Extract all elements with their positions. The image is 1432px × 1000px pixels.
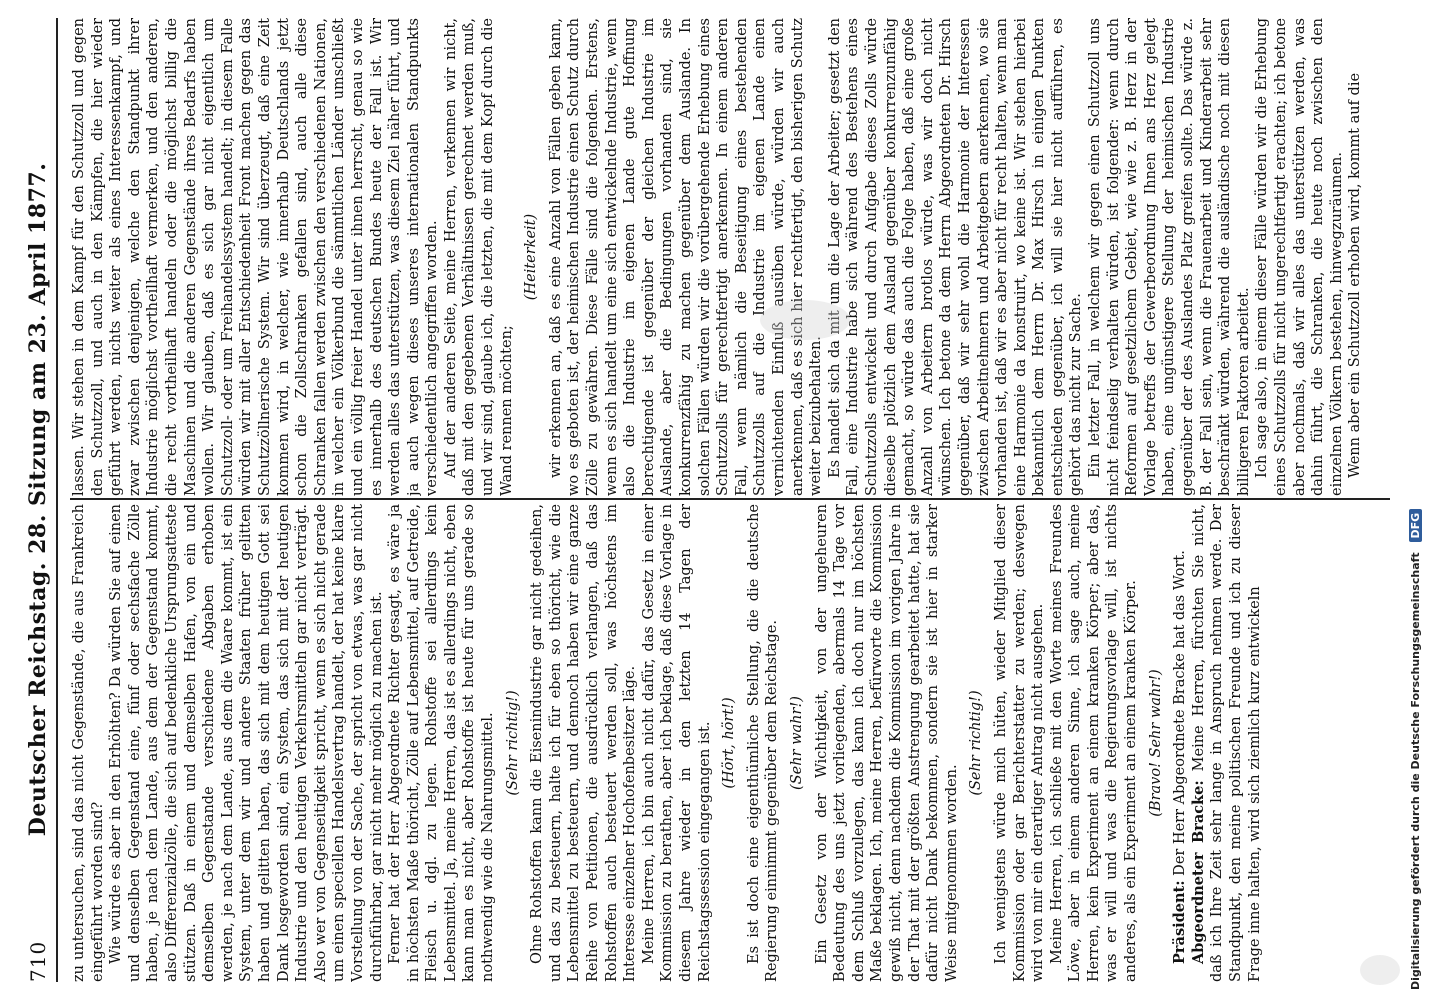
audience-reaction [522,18,541,496]
paragraph-text: Ein Gesetz von der Wichtigkeit, von der ungeheuren Bedeutung des uns jetzt vorliegenden, abermals 14 Tage vor dem Schluß vorzulegen, das kann ich doch nur im höchsten Maße beklagen. Ich, meine Herren, befürworte die Kommission gewiß nicht, denn nachdem die Kommission im vorigen Jahre in der That mit der größten Anstrengung gearbeitet hatte, hat sie dafür nicht Dank bekommen, sondern sie ist hier in starker Weise mitgenommen worden. [813,504,960,982]
paragraph [745,504,782,982]
paragraph-text: Meine Herren, fürchten Sie nicht, daß ich Ihre Zeit sehr lange in Anspruch nehmen werde. Der Standpunkt, den meine politischen Freunde und ich zu dieser Frage inne halten, wird sich ziemlich kurz entwickeln [1190,504,1263,982]
paragraph [1086,18,1253,496]
paragraph-text: Ich wenigstens würde mich hüten, wieder Mitglied dieser Kommission oder gar Berichterstatter zu werden; deswegen wird von mir ein derartiger Antrag nicht ausgehen. [992,504,1047,982]
paragraph [70,18,442,496]
speaker-name: Abgeordneter Bracke: [1189,780,1207,964]
paragraph-text: Wenn aber ein Schutzzoll erhoben wird, kommt auf die [1347,72,1364,478]
paragraph [70,504,107,982]
paragraph-text: Ein letzter Fall, in welchem wir gegen einen Schutzzoll uns nicht feindselig verhalten würden, ist folgender: wenn durch Reformen auf gesetzlichem Gebiet, wie wie z. B. Herz in der Vorlage betreffs der Gewerbeordnung Ihnen ans Herz gelegt haben, eine ungünstigere Stellung der heimischen Industrie gegenüber der des Auslandes Platz greifen sollte. Das würde z. B. der Fall sein, wenn die Frauenarbeit und Kinderarbeit sehr beschränkt würden, während die ausländische noch mit diesen billigeren Faktoren arbeitet. [1087,18,1252,496]
paragraph [528,504,640,982]
paragraph-text: Ich sage also, in einem dieser Fälle würden wir die Erhebung eines Schutzzolls für nicht ungerechtfertigt erachten; ich betone aber nochmals, daß wir alles das unterstützen werden, was dahin führt, die Schranken, die heute noch zwischen den einzelnen Völkern bestehen, hinwegzuräumen. [1254,18,1345,496]
right-column [70,18,1390,496]
speaker-name: Präsident: [1171,880,1189,964]
column-divider [70,498,1390,500]
paragraph [640,504,714,982]
paragraph [813,504,962,982]
running-title: Deutscher Reichstag. 28. Sitzung am 23. April 1877. [25,162,51,837]
paragraph [442,18,516,496]
paragraph [992,504,1048,982]
paragraph-text: Ohne Rohstoffen kann die Eisenindustrie gar nicht gedeihen, und das zu besteuern, halte ich für eben so thöricht, wie die Lebensmittel zu besteuern, und dennoch haben wir eine ganze Reihe von Petitionen, die ausdrücklich verlangen, daß das Rohstoffen auch besteuert werden soll, was höchstens im Interesse einzelner Hochofenbesitzer läge. [529,504,639,982]
paragraph-text: Ferner hat der Herr Abgeordnete Richter gesagt, es wäre ja in höchsten Maße thöricht, Zölle auf Lebensmittel, auf Getreide, Fleisch u. dgl. zu legen. Rohstoffe sei allerdings kein Lebensmittel. Ja, meine Herren, das ist es allerdings nicht, eben kann man es nicht, aber Rohstoffe ist heute für uns gerade so nothwendig wie die Nahrungsmittel. [387,504,497,982]
page-body [70,18,1390,982]
paragraph-text: (Sehr richtig!) [504,690,521,796]
speech-paragraph [1171,504,1190,982]
paragraph [386,504,498,982]
paragraph-text: Meine Herren, ich schließe mit den Worte meines Freundes Löwe, aber in einem anderen Sinne, ich sage auch, meine Herren, kein Experiment an einem kranken Körper; aber das, was er will und was die Regierungsvorlage will, ist nichts anderes, als ein Experiment an einem kranken Körper. [1048,504,1140,982]
paragraph-text: (Heiterkeit) [523,213,540,301]
speech-paragraph [1190,504,1264,982]
paragraph [826,18,1086,496]
paragraph-text: zu untersuchen, sind das nicht Gegenstände, die aus Frankreich eingeführt worden sind? [71,504,106,982]
audience-reaction [504,504,523,982]
dfg-logo: DFG [1409,509,1422,543]
dfg-sidebar [1402,0,1432,1000]
paragraph-text: Es handelt sich da mit um die Lage der Arbeiter; gesetzt den Fall, eine Industrie habe sich während des Bestehens eines Schutzzolls entwickelt und durch Aufgabe dieses Zolls würde dieselbe plötzlich dem Ausland gegenüber konkurrenzunfähig gemacht, so würde das auch die Folge haben, daß eine große Anzahl von Arbeitern brotlos würde, was wir doch nicht wünschen. Ich betone da dem Herrn Abgeordneten Dr. Hirsch gegenüber, daß wir sehr wohl die Harmonie der Interessen zwischen Arbeitnehmern und Arbeitgebern anerkennen, wo sie vorhanden ist, daß wir es aber nicht für recht halten, wenn man eine Harmonie da konstruirt, wo keine ist. Wir stehen hierbei bekanntlich dem Herrn Dr. Max Hirsch in einigen Punkten entschieden gegenüber, ich will sie hier nicht aufführen, es gehört das nicht zur Sache. [826,18,1085,496]
paragraph-text: (Bravo! Sehr wahr!) [1147,669,1164,817]
paragraph-text: Auf der anderen Seite, meine Herren, verkennen wir nicht, daß mit den gegebenen Verhältnissen gerechnet werden muß, und wir sind, glaube ich, die letzten, die mit dem Kopf durch die Wand rennen möchten; [442,18,515,496]
paragraph-text: (Hört, hört!) [721,697,738,789]
paragraph-text: Wie würde es aber in den Erhöhten? Da würden Sie auf einen und denselben Gegenstand eine, fünf oder sechsfache Zölle haben, je nach dem Lande, aus dem der Gegenstand kommt, also Differenzialzölle, die sich auf bedenkliche Ursprungsatteste stützen. Daß in einem und demselben Hafen, von ein und demselben Gegenstande verschiedene Abgaben erhoben werden, je nach dem Lande, aus dem die Waare kommt, ist ein System, unter dem wir und andere Staaten früher gelitten haben und gelitten haben, das sich mit dem heutigen Gott sei Dank losgeworden sind, ein System, das sich mit der heutigen Industrie und den heutigen Verkehrsmitteln gar nicht verträgt. Also wer von Gegenseitigkeit spricht, wenn es sich nicht gerade um einen speciellen Handelsvertrag handelt, der hat keine klare Vorstellung von der Sache, der spricht von etwas, was gar nicht durchführbar, gar nicht mehr möglich zu machen ist. [108,504,385,982]
scan-smudge [1360,955,1400,985]
digitization-note: Digitalisierung gefördert durch die Deutsche Forschungsgemeinschaft [1409,552,1422,990]
paragraph-text: lassen. Wir stehen in dem Kampf für den Schutzzoll und gegen den Schutzzoll, und auch in den Kämpfen, die hier wieder geführt werden, nichts weiter als eines Interessenkampf, und zwar zwischen denjenigen, welche den Standpunkt ihrer Industrie möglichst vortheilhaft vermerken, und den anderen, die recht vortheilhaft handeln oder die möglichst billig die Maschinen und die anderen Gegenstände ihres Bedarfs haben wollen. Wir glauben, daß es sich gar nicht eigentlich um Schutzzoll- oder um Freihandelssystem handelt; in diesem Falle würden wir mit aller Entschiedenheit Front machen gegen das Schutzzöllnerische System. Wir sind überzeugt, daß eine Zeit kommen wird, in welcher, wie innerhalb Deutschlands jetzt schon die Zollschranken gefallen sind, auch alle diese Schranken fallen werden zwischen den verschiedenen Nationen, in welcher ein Völkerbund die sämmtlichen Länder umschließt und ein völlig freier Handel unter ihnen herrscht, genau so wie es innerhalb des deutschen Bundes heute der Fall ist. Wir werden alles das unterstützen, was diesem Ziel näher führt, und ja auch wegen dieses unseres internationalen Standpunkts verschiedentlich angegriffen worden. [71,18,441,496]
paragraph-text: Meine Herren, ich bin auch nicht dafür, das Gesetz in einer Kommission zu berathen, aber ich beklage, daß diese Vorlage in diesem Jahre wieder in den letzten 14 Tagen der Reichstagssession eingegangen ist. [640,504,713,982]
paragraph-text: wir erkennen an, daß es eine Anzahl von Fällen geben kann, wo es geboten ist, der heimischen Industrie einen Schutz durch Zölle zu gewähren. Diese Fälle sind die folgenden. Erstens, wenn es sich handelt um eine sich entwickelnde Industrie, wenn also die Industrie im eigenen Lande gute Hoffnung berechtigende ist gegenüber der gleichen Industrie im Auslande, aber die Bedingungen vorhanden sind, sie konkurrenzfähig zu machen gegenüber dem Auslande. In solchen Fällen würden wir die vorübergehende Erhebung eines Schutzzolls für gerechtfertigt anerkennen. In einem anderen Fall, wenn nämlich die Beseitigung eines bestehenden Schutzzolls auf die Industrie im eigenen Lande einen vernichtenden Einfluß ausüben würde, würden wir auch anerkennen, daß es sich hier rechtfertigt, den bisherigen Schutz weiter beizubehalten. [547,18,825,496]
paragraph [1253,18,1346,496]
paragraph [547,18,826,496]
paragraph-text: (Sehr wahr!) [788,696,805,790]
scan-smudge [760,300,850,340]
paragraph-text: (Sehr richtig!) [968,690,985,796]
paragraph-text: Der Herr Abgeordnete Bracke hat das Wort. [1172,550,1189,876]
audience-reaction [1147,504,1166,982]
audience-reaction [720,504,739,982]
audience-reaction [788,504,807,982]
paragraph-text: Es ist doch eine eigenthümliche Stellung, die die deutsche Regierung einnimmt gegenüber dem Reichstage. [745,504,781,982]
audience-reaction [967,504,986,982]
page-number: 710 [26,940,50,982]
paragraph [1048,504,1141,982]
paragraph [1346,18,1365,496]
page-header [20,18,58,982]
dfg-credit [1409,509,1422,990]
left-column [70,504,1390,982]
paragraph [107,504,386,982]
